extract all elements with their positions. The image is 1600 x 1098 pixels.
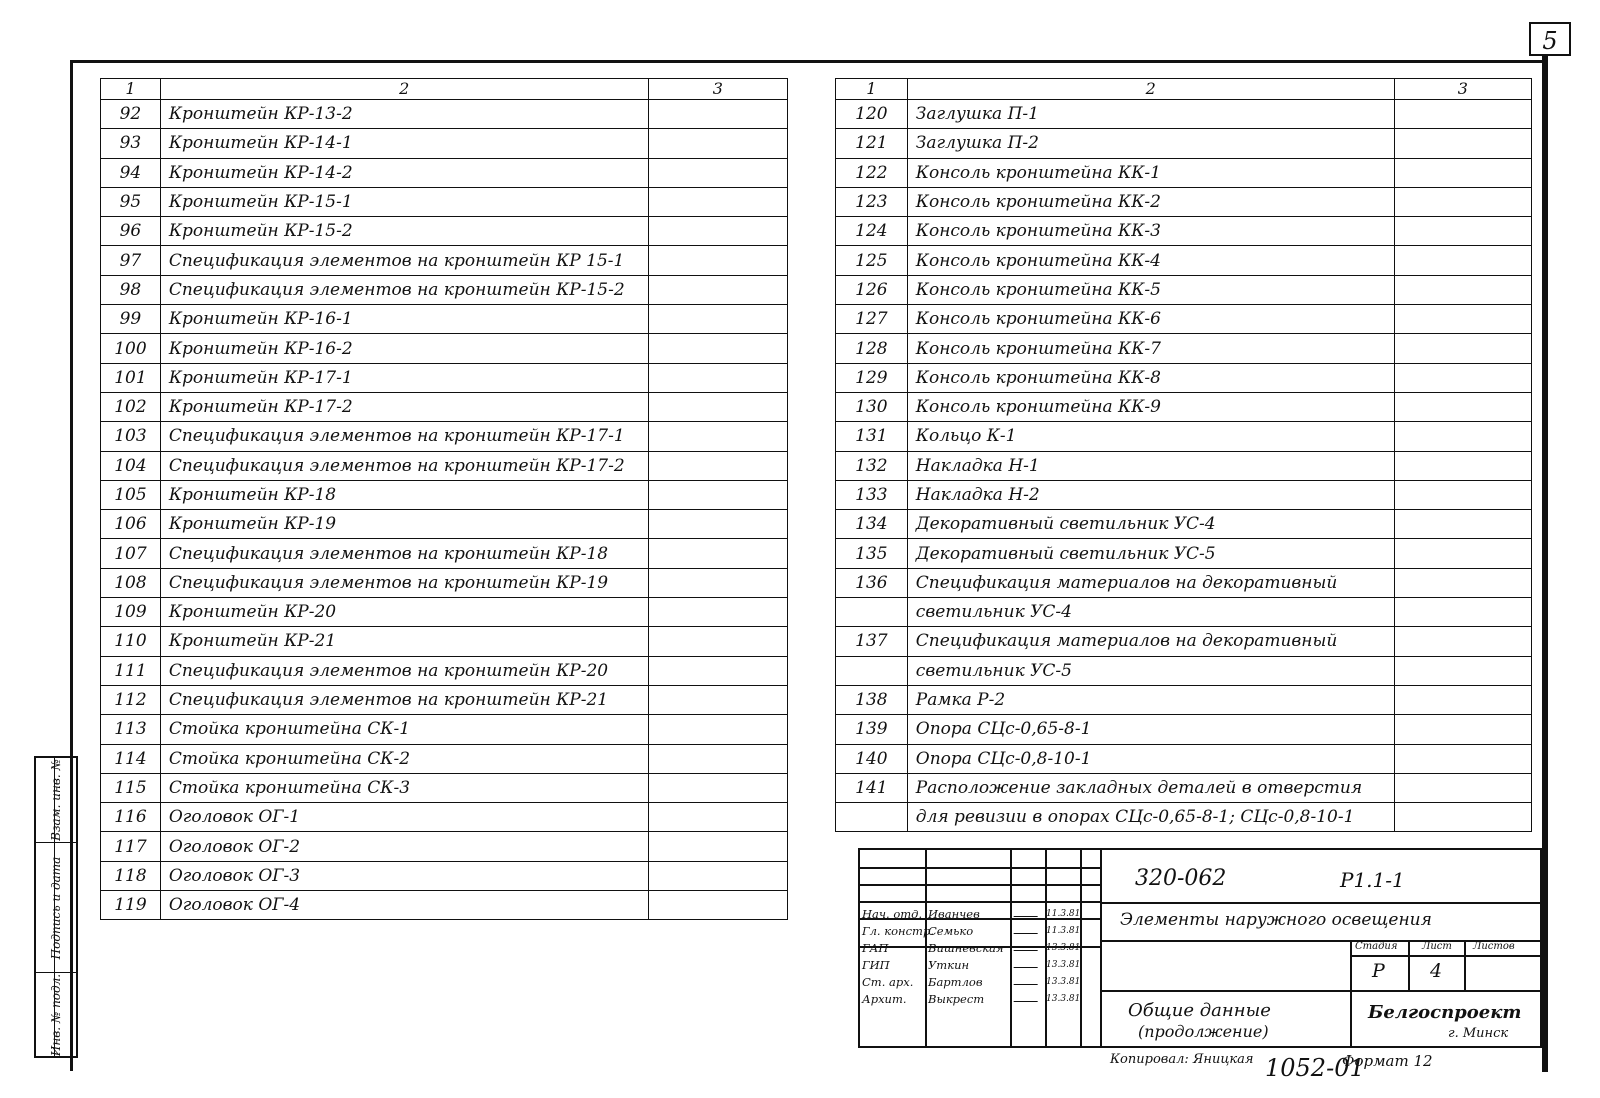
table-row — [101, 100, 788, 129]
row-number: 111 — [101, 656, 161, 685]
row-number: 118 — [101, 861, 161, 890]
row-document-name: Спецификация элементов на кронштейн КР-18 — [160, 539, 648, 568]
project-title: Элементы наружного освещения — [1120, 910, 1432, 930]
table-row — [101, 891, 788, 920]
signature-name: Уткин — [928, 958, 970, 972]
table-row — [836, 656, 1532, 685]
spec-table-right — [835, 78, 1532, 832]
row-note — [1394, 480, 1531, 509]
document-code: 320-062 — [1135, 866, 1227, 891]
row-document-name: Декоративный светильник УС-4 — [907, 510, 1394, 539]
row-document-name: Кронштейн КР-15-1 — [160, 187, 648, 216]
sheet-subtitle: (продолжение) — [1138, 1022, 1269, 1041]
table-row — [101, 627, 788, 656]
stage-label: Стадия — [1355, 941, 1398, 952]
table-row — [101, 246, 788, 275]
row-document-name: Кронштейн КР-14-1 — [160, 129, 648, 158]
row-number: 99 — [101, 305, 161, 334]
row-number: 120 — [836, 100, 908, 129]
row-number: 107 — [101, 539, 161, 568]
row-number — [836, 598, 908, 627]
row-number: 95 — [101, 187, 161, 216]
column-header-number: 1 — [101, 79, 161, 100]
row-document-name: Заглушка П-1 — [907, 100, 1394, 129]
handwritten-signature-icon — [1013, 906, 1042, 917]
row-document-name: Спецификация элементов на кронштейн КР-21 — [160, 685, 648, 714]
row-document-name: Спецификация материалов на декоративный — [907, 627, 1394, 656]
row-note — [1394, 656, 1531, 685]
row-document-name: Рамка Р-2 — [907, 685, 1394, 714]
signature-role: ГАП — [862, 941, 889, 955]
row-document-name: светильник УС-4 — [907, 598, 1394, 627]
handwritten-signature-icon — [1013, 923, 1042, 934]
signature-name: Выкрест — [928, 992, 985, 1006]
table-row — [101, 598, 788, 627]
row-document-name: Оголовок ОГ-4 — [160, 891, 648, 920]
row-number: 132 — [836, 451, 908, 480]
row-document-name: Кольцо К-1 — [907, 422, 1394, 451]
signature-date: 13.3.81 — [1046, 943, 1081, 953]
table-row — [101, 451, 788, 480]
row-note — [1394, 129, 1531, 158]
row-number: 106 — [101, 510, 161, 539]
table-row — [836, 803, 1532, 832]
row-note — [648, 773, 787, 802]
row-document-name: Расположение закладных деталей в отверстия — [907, 773, 1394, 802]
row-number: 126 — [836, 275, 908, 304]
table-row — [101, 480, 788, 509]
row-note — [648, 715, 787, 744]
table-row — [101, 832, 788, 861]
row-note — [648, 187, 787, 216]
row-document-name: Оголовок ОГ-1 — [160, 803, 648, 832]
row-number: 109 — [101, 598, 161, 627]
row-document-name: Накладка Н-2 — [907, 480, 1394, 509]
row-document-name: Оголовок ОГ-2 — [160, 832, 648, 861]
row-number: 108 — [101, 568, 161, 597]
row-note — [648, 422, 787, 451]
table-row — [836, 598, 1532, 627]
table-row — [101, 773, 788, 802]
table-row — [101, 510, 788, 539]
signature-row — [860, 974, 1100, 991]
row-number: 101 — [101, 363, 161, 392]
table-row — [101, 129, 788, 158]
row-note — [648, 598, 787, 627]
handwritten-signature-icon — [1013, 940, 1042, 951]
table-row — [836, 715, 1532, 744]
table-row — [836, 392, 1532, 421]
table-row — [836, 334, 1532, 363]
row-document-name: Кронштейн КР-16-1 — [160, 305, 648, 334]
row-note — [648, 100, 787, 129]
row-document-name: Кронштейн КР-17-1 — [160, 363, 648, 392]
table-row — [836, 246, 1532, 275]
table-row — [101, 275, 788, 304]
table-row — [101, 363, 788, 392]
table-header-row — [836, 79, 1532, 100]
signature-row — [860, 940, 1100, 957]
row-note — [1394, 363, 1531, 392]
signature-role: ГИП — [862, 958, 890, 972]
table-row — [836, 627, 1532, 656]
row-document-name: Спецификация элементов на кронштейн КР-15-2 — [160, 275, 648, 304]
sheet-value: 4 — [1430, 960, 1443, 982]
row-document-name: Консоль кронштейна КК-9 — [907, 392, 1394, 421]
row-note — [648, 568, 787, 597]
row-number: 131 — [836, 422, 908, 451]
signature-name: Вишневская — [928, 941, 1004, 955]
signature-date: 13.3.81 — [1046, 994, 1081, 1004]
spec-table-left — [100, 78, 788, 920]
row-number: 104 — [101, 451, 161, 480]
handwritten-signature-icon — [1013, 974, 1042, 985]
row-document-name: Кронштейн КР-15-2 — [160, 217, 648, 246]
row-note — [648, 891, 787, 920]
row-note — [1394, 422, 1531, 451]
table-row — [836, 744, 1532, 773]
drawing-frame-right-edge — [1542, 56, 1548, 1072]
table-row — [836, 275, 1532, 304]
row-document-name: Консоль кронштейна КК-7 — [907, 334, 1394, 363]
row-note — [1394, 773, 1531, 802]
table-row — [836, 539, 1532, 568]
row-document-name: Заглушка П-2 — [907, 129, 1394, 158]
table-row — [101, 334, 788, 363]
row-number: 127 — [836, 305, 908, 334]
signature-role: Архит. — [862, 992, 907, 1006]
signature-row — [860, 991, 1100, 1008]
row-note — [648, 744, 787, 773]
row-number — [836, 656, 908, 685]
row-document-name: Декоративный светильник УС-5 — [907, 539, 1394, 568]
side-cell-signature — [36, 843, 76, 973]
row-number: 141 — [836, 773, 908, 802]
row-number: 122 — [836, 158, 908, 187]
row-document-name: Стойка кронштейна СК-2 — [160, 744, 648, 773]
table-row — [101, 656, 788, 685]
sheet-number: 5 — [1529, 22, 1571, 56]
row-number: 117 — [101, 832, 161, 861]
row-document-name: Спецификация элементов на кронштейн КР-20 — [160, 656, 648, 685]
row-number: 123 — [836, 187, 908, 216]
row-number: 139 — [836, 715, 908, 744]
row-note — [648, 627, 787, 656]
signature-row — [860, 906, 1100, 923]
row-note — [648, 510, 787, 539]
row-document-name: Кронштейн КР-18 — [160, 480, 648, 509]
row-document-name: Консоль кронштейна КК-5 — [907, 275, 1394, 304]
signature-role: Ст. арх. — [862, 975, 914, 989]
table-row — [101, 217, 788, 246]
table-row — [836, 773, 1532, 802]
table-row — [836, 568, 1532, 597]
row-note — [648, 539, 787, 568]
table-row — [101, 422, 788, 451]
row-note — [1394, 187, 1531, 216]
row-number: 116 — [101, 803, 161, 832]
row-note — [648, 305, 787, 334]
row-number: 138 — [836, 685, 908, 714]
row-note — [1394, 158, 1531, 187]
table-row — [101, 744, 788, 773]
row-number: 110 — [101, 627, 161, 656]
table-row — [836, 363, 1532, 392]
table-row — [101, 392, 788, 421]
column-header-note: 3 — [1394, 79, 1531, 100]
row-note — [1394, 627, 1531, 656]
row-document-name: Спецификация элементов на кронштейн КР-17-2 — [160, 451, 648, 480]
row-note — [1394, 217, 1531, 246]
row-note — [648, 832, 787, 861]
row-number: 102 — [101, 392, 161, 421]
table-row — [101, 685, 788, 714]
row-number: 133 — [836, 480, 908, 509]
row-number: 121 — [836, 129, 908, 158]
row-number: 135 — [836, 539, 908, 568]
row-number: 112 — [101, 685, 161, 714]
row-note — [648, 246, 787, 275]
row-number: 134 — [836, 510, 908, 539]
row-note — [648, 217, 787, 246]
row-note — [1394, 539, 1531, 568]
column-header-name: 2 — [907, 79, 1394, 100]
row-number: 114 — [101, 744, 161, 773]
row-note — [648, 656, 787, 685]
signature-name: Семько — [928, 924, 974, 938]
row-document-name: Кронштейн КР-19 — [160, 510, 648, 539]
table-row — [836, 217, 1532, 246]
row-number — [836, 803, 908, 832]
row-note — [1394, 275, 1531, 304]
row-document-name: Спецификация материалов на декоративный — [907, 568, 1394, 597]
signature-date: 11.3.81 — [1046, 926, 1081, 936]
row-note — [1394, 510, 1531, 539]
column-header-number: 1 — [836, 79, 908, 100]
table-header-row — [101, 79, 788, 100]
signature-date: 11.3.81 — [1046, 909, 1081, 919]
row-document-name: Стойка кронштейна СК-1 — [160, 715, 648, 744]
row-note — [648, 129, 787, 158]
row-document-name: Консоль кронштейна КК-4 — [907, 246, 1394, 275]
row-note — [1394, 685, 1531, 714]
row-number: 140 — [836, 744, 908, 773]
table-row — [836, 100, 1532, 129]
organization-city: г. Минск — [1448, 1026, 1509, 1041]
row-number: 125 — [836, 246, 908, 275]
row-document-name: Спецификация элементов на кронштейн КР-19 — [160, 568, 648, 597]
table-row — [101, 861, 788, 890]
row-number: 129 — [836, 363, 908, 392]
row-document-name: Кронштейн КР-20 — [160, 598, 648, 627]
row-number: 92 — [101, 100, 161, 129]
row-document-name: Оголовок ОГ-3 — [160, 861, 648, 890]
row-number: 100 — [101, 334, 161, 363]
row-note — [648, 861, 787, 890]
format-label: Формат 12 — [1342, 1052, 1433, 1070]
sheets-label: Листов — [1473, 941, 1515, 952]
signature-row — [860, 923, 1100, 940]
row-note — [648, 334, 787, 363]
column-header-name: 2 — [160, 79, 648, 100]
row-number: 103 — [101, 422, 161, 451]
row-document-name: Консоль кронштейна КК-2 — [907, 187, 1394, 216]
signature-name: Иванчев — [928, 907, 980, 921]
table-row — [101, 715, 788, 744]
table-row — [836, 187, 1532, 216]
side-approval-strip — [34, 756, 78, 1058]
table-row — [836, 451, 1532, 480]
row-document-name: Консоль кронштейна КК-3 — [907, 217, 1394, 246]
row-note — [648, 803, 787, 832]
row-number: 93 — [101, 129, 161, 158]
row-document-name: Консоль кронштейна КК-6 — [907, 305, 1394, 334]
row-note — [648, 275, 787, 304]
table-row — [101, 803, 788, 832]
row-document-name: Кронштейн КР-14-2 — [160, 158, 648, 187]
row-document-name: Спецификация элементов на кронштейн КР-17-1 — [160, 422, 648, 451]
table-row — [836, 129, 1532, 158]
column-header-note: 3 — [648, 79, 787, 100]
side-cell-inventory — [36, 973, 76, 1056]
row-note — [648, 158, 787, 187]
row-number: 124 — [836, 217, 908, 246]
row-note — [1394, 568, 1531, 597]
table-row — [101, 305, 788, 334]
row-document-name: для ревизии в опорах СЦс-0,65-8-1; СЦс-0,8-10-1 — [907, 803, 1394, 832]
table-row — [101, 187, 788, 216]
row-number: 105 — [101, 480, 161, 509]
row-document-name: Кронштейн КР-17-2 — [160, 392, 648, 421]
table-row — [836, 685, 1532, 714]
row-document-name: Опора СЦс-0,8-10-1 — [907, 744, 1394, 773]
row-note — [648, 392, 787, 421]
row-document-name: Кронштейн КР-21 — [160, 627, 648, 656]
organization-name: Белгоспроект — [1368, 1002, 1522, 1023]
signature-date: 13.3.81 — [1046, 977, 1081, 987]
row-note — [648, 363, 787, 392]
row-document-name: Кронштейн КР-16-2 — [160, 334, 648, 363]
document-mark: Р1.1-1 — [1340, 868, 1405, 892]
row-document-name: Накладка Н-1 — [907, 451, 1394, 480]
row-note — [648, 480, 787, 509]
row-note — [1394, 334, 1531, 363]
row-note — [648, 451, 787, 480]
row-note — [1394, 744, 1531, 773]
row-note — [1394, 598, 1531, 627]
row-note — [1394, 803, 1531, 832]
table-row — [101, 158, 788, 187]
row-number: 137 — [836, 627, 908, 656]
title-block — [858, 848, 1542, 1048]
row-document-name: Спецификация элементов на кронштейн КР 15-1 — [160, 246, 648, 275]
row-note — [1394, 451, 1531, 480]
copied-by: Копировал: Яницкая — [1110, 1052, 1254, 1067]
table-row — [836, 422, 1532, 451]
document-number: 1052-01 — [1265, 1054, 1365, 1082]
row-document-name: Консоль кронштейна КК-1 — [907, 158, 1394, 187]
stage-value: Р — [1372, 960, 1385, 982]
row-note — [1394, 715, 1531, 744]
row-note — [1394, 246, 1531, 275]
table-row — [836, 158, 1532, 187]
row-document-name: Консоль кронштейна КК-8 — [907, 363, 1394, 392]
row-number: 113 — [101, 715, 161, 744]
signature-role: Гл. констр. — [862, 924, 934, 938]
side-cell-replacement — [36, 758, 76, 843]
row-note — [648, 685, 787, 714]
signature-date: 13.3.81 — [1046, 960, 1081, 970]
table-row — [836, 305, 1532, 334]
table-row — [101, 568, 788, 597]
row-number: 94 — [101, 158, 161, 187]
row-number: 115 — [101, 773, 161, 802]
row-note — [1394, 100, 1531, 129]
row-number: 98 — [101, 275, 161, 304]
signature-row — [860, 957, 1100, 974]
signature-role: Нач. отд. — [862, 907, 923, 921]
row-number: 119 — [101, 891, 161, 920]
row-number: 96 — [101, 217, 161, 246]
row-document-name: светильник УС-5 — [907, 656, 1394, 685]
table-row — [836, 480, 1532, 509]
table-row — [836, 510, 1532, 539]
row-number: 130 — [836, 392, 908, 421]
row-number: 97 — [101, 246, 161, 275]
row-number: 136 — [836, 568, 908, 597]
side-label-signature: Подпись и дата — [49, 856, 63, 959]
table-row — [101, 539, 788, 568]
handwritten-signature-icon — [1013, 957, 1042, 968]
handwritten-signature-icon — [1013, 991, 1042, 1002]
side-label-replacement: Взам. инв. № — [49, 759, 63, 841]
row-note — [1394, 392, 1531, 421]
row-document-name: Кронштейн КР-13-2 — [160, 100, 648, 129]
row-note — [1394, 305, 1531, 334]
row-document-name: Стойка кронштейна СК-3 — [160, 773, 648, 802]
row-number: 128 — [836, 334, 908, 363]
sheet-title: Общие данные — [1128, 1000, 1271, 1021]
sheet-label: Лист — [1422, 941, 1452, 952]
side-label-inventory: Инв. № подл. — [49, 973, 63, 1056]
row-document-name: Опора СЦс-0,65-8-1 — [907, 715, 1394, 744]
signature-name: Бартлов — [928, 975, 983, 989]
